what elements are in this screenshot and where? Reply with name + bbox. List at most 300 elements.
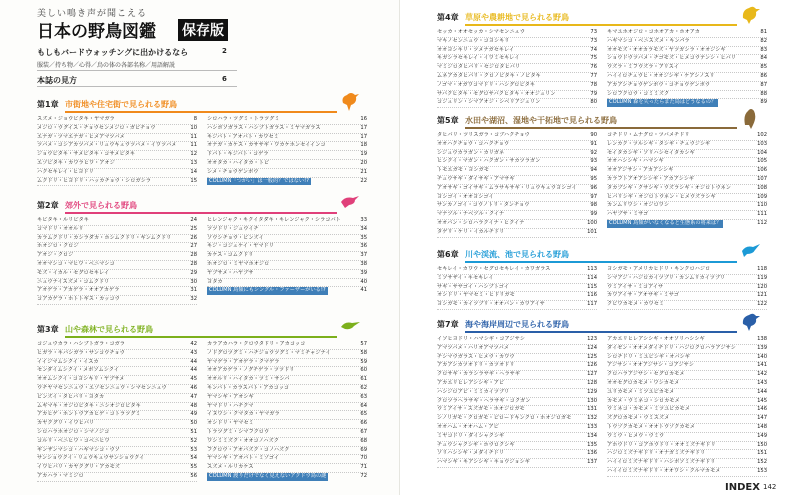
entry-page: 49 <box>190 411 197 418</box>
toc-entry[interactable] <box>37 151 197 160</box>
toc-entry[interactable] <box>437 47 597 56</box>
entry-title: アカアシチョウゲンボウ・コチョウゲンボウ <box>607 81 710 88</box>
toc-entry[interactable] <box>607 150 767 159</box>
toc-entry[interactable] <box>607 336 767 345</box>
entry-page: 132 <box>587 415 597 422</box>
toc-entry[interactable] <box>207 279 367 288</box>
entry-title: コジュリン・シマアオジ・シベリアジュリン <box>437 99 541 106</box>
toc-entry[interactable] <box>437 220 597 229</box>
entry-page: 42 <box>190 341 197 347</box>
toc-entry[interactable] <box>207 125 367 134</box>
entry-page: 44 <box>190 358 197 365</box>
toc-entry[interactable] <box>607 459 767 468</box>
toc-entry[interactable] <box>37 235 197 244</box>
toc-entry[interactable] <box>437 371 597 380</box>
entry-page: 130 <box>587 397 597 404</box>
toc-entry[interactable] <box>37 473 197 482</box>
entry-page: 90 <box>590 132 597 138</box>
entry-title: アカエリヒレアシシギ・オオソリハシシギ <box>607 336 705 342</box>
entry-page: 89 <box>760 99 767 106</box>
toc-entry[interactable] <box>437 229 597 238</box>
toc-entry[interactable] <box>607 415 767 424</box>
toc-entry[interactable] <box>437 82 597 91</box>
toc-entry[interactable] <box>37 359 197 368</box>
chapter-column-left <box>437 132 597 238</box>
toc-entry[interactable] <box>607 371 767 380</box>
entry-title: COLUMN「つがい」は一般的？ではない!? <box>209 177 309 184</box>
entry-page: 71 <box>360 464 367 471</box>
chapter-column-left <box>37 116 197 186</box>
toc-entry[interactable] <box>37 261 197 270</box>
entry-title: アカエリヒレアシシギ・アビ <box>437 379 505 386</box>
toc-entry[interactable] <box>437 141 597 150</box>
toc-entry[interactable] <box>607 345 767 354</box>
entry-title: カンムリワシ・オジロワシ <box>607 202 670 209</box>
toc-entry[interactable] <box>607 398 767 407</box>
toc-entry[interactable] <box>207 403 367 412</box>
entry-page: 121 <box>757 292 767 299</box>
toc-entry[interactable] <box>607 424 767 433</box>
entry-page: 104 <box>757 149 767 156</box>
entry-page: 101 <box>587 228 597 235</box>
toc-entry[interactable] <box>37 376 197 385</box>
chapter-rule <box>465 127 737 129</box>
toc-entry[interactable] <box>207 455 367 464</box>
toc-entry[interactable] <box>37 341 197 350</box>
entry-page: 38 <box>360 260 367 267</box>
toc-entry[interactable] <box>437 55 597 64</box>
chapter-number: 第4章 <box>437 13 459 22</box>
toc-entry[interactable] <box>437 266 597 275</box>
entry-title: マキノセンニュウ・コヨシキリ <box>437 37 510 44</box>
chapter-rule <box>465 331 737 333</box>
toc-entry[interactable] <box>207 270 367 279</box>
toc-entry[interactable] <box>37 438 197 447</box>
toc-entry[interactable] <box>207 341 367 350</box>
toc-entry[interactable] <box>37 226 197 235</box>
entry-page: 150 <box>757 441 767 448</box>
toc-entry[interactable] <box>607 132 767 141</box>
toc-entry[interactable] <box>37 411 197 420</box>
entry-page: 19 <box>360 151 367 158</box>
entry-title: カケス・コムクドリ <box>207 252 254 259</box>
toc-entry[interactable] <box>207 420 367 429</box>
toc-entry[interactable] <box>207 243 367 252</box>
toc-entry[interactable] <box>37 420 197 429</box>
entry-page: 81 <box>760 29 767 35</box>
toc-entry[interactable] <box>437 64 597 73</box>
column-entry[interactable] <box>207 473 367 481</box>
entry-title: クロハラアジサシ・セグロカモメ <box>607 371 685 378</box>
toc-entry[interactable] <box>607 211 767 220</box>
entry-page: 80 <box>590 99 597 106</box>
bird-silhouette-icon <box>739 309 763 333</box>
chapter-header <box>37 198 367 214</box>
toc-entry[interactable] <box>437 99 597 108</box>
entry-title: オシドリ・ヤマセミ <box>207 420 254 427</box>
toc-entry[interactable] <box>607 275 767 284</box>
toc-entry[interactable] <box>207 169 367 178</box>
toc-entry[interactable] <box>37 134 197 143</box>
entry-title: ニュウナイスズメ・コムクドリ <box>37 278 110 285</box>
entry-title: シロチドリ・ミユビシギ・オバシギ <box>607 353 690 360</box>
entry-title: イイジマムシクイ・イスカ <box>37 358 99 365</box>
toc-entry[interactable] <box>37 169 197 178</box>
entry-title: ハシジロアビ・ミミカイツブリ <box>437 388 510 395</box>
bird-silhouette-icon <box>739 2 763 26</box>
toc-entry[interactable] <box>37 270 197 279</box>
toc-entry[interactable] <box>607 64 767 73</box>
toc-entry[interactable] <box>207 151 367 160</box>
toc-entry[interactable] <box>607 362 767 371</box>
entry-page: 122 <box>757 301 767 308</box>
toc-entry[interactable] <box>437 91 597 100</box>
entry-page: 21 <box>360 168 367 175</box>
entry-title: ショウドウツバメ・チゴモズ・ヒメコウテンシ・ヒバリ <box>607 55 736 62</box>
entry-page: 59 <box>360 358 367 365</box>
toc-entry[interactable] <box>437 185 597 194</box>
entry-title: フクロウ・アオバズク・コノハズク <box>207 446 290 453</box>
entry-title: ウミウ・ヒメウ・ウミウ <box>607 432 665 439</box>
entry-title: COLUMN 鳥類にもシングル・ファーザーがいる!? <box>209 287 326 294</box>
entry-title: ドバト・キジバト・コゲラ <box>207 151 269 158</box>
entry-page: 109 <box>757 193 767 200</box>
entry-page: 22 <box>360 177 367 184</box>
entry-title: タカブシギ・クサシギ・ウズラシギ・オジロトウネン <box>607 184 731 191</box>
entry-title: クロサギ・カラシラサギ・ヘラサギ <box>437 371 521 378</box>
toc-entry[interactable] <box>207 438 367 447</box>
toc-entry[interactable] <box>437 406 597 415</box>
entry-page: 12 <box>190 151 197 158</box>
entry-title: ヤマシギ・アオシギ <box>207 393 254 400</box>
toc-entry[interactable] <box>437 29 597 38</box>
toc-entry[interactable] <box>437 150 597 159</box>
toc-entry[interactable] <box>607 450 767 459</box>
entry-title: ミヤコドリ・ダイシャクシギ <box>437 432 505 439</box>
entry-title: ノドグロツグミ・ハチジョウツグミ・マミチャジナイ <box>207 349 331 356</box>
chapter-column-left <box>437 266 597 310</box>
entry-title: オシドリ・ヤマセミ・ヒドリガモ <box>437 292 515 299</box>
toc-entry[interactable] <box>207 160 367 169</box>
chapter-header <box>437 113 767 129</box>
toc-entry[interactable] <box>437 345 597 354</box>
toc-entry[interactable] <box>437 336 597 345</box>
entry-title: スズメ・ルリカケス <box>207 464 254 471</box>
toc-entry[interactable] <box>207 385 367 394</box>
chapter-rule <box>465 24 737 26</box>
toc-entry[interactable] <box>37 252 197 261</box>
entry-page: 126 <box>587 362 597 369</box>
toc-entry[interactable] <box>607 284 767 293</box>
chapter-header <box>437 10 767 26</box>
toc-entry[interactable] <box>607 29 767 38</box>
entry-page: 52 <box>190 437 197 444</box>
toc-entry[interactable] <box>37 296 197 305</box>
toc-entry[interactable] <box>607 433 767 442</box>
entry-page: 56 <box>190 472 197 479</box>
entry-page: 136 <box>587 450 597 457</box>
entry-title: オオムシクイ・コヨシキリ・ヤブサメ <box>37 376 125 383</box>
page-title: 日本の野鳥図鑑 <box>37 22 156 42</box>
entry-title: ウズラ・ミフウズラ・アリスイ <box>607 64 679 71</box>
entry-title: センダイムシクイ・メボソムシクイ <box>37 367 119 374</box>
toc-entry[interactable] <box>37 142 197 151</box>
entry-page: 68 <box>360 437 367 444</box>
entry-page: 151 <box>757 450 767 457</box>
entry-page: 74 <box>590 46 597 53</box>
toc-entry[interactable] <box>207 134 367 143</box>
entry-page: 105 <box>757 158 767 165</box>
entry-title: ジョウビタキ・サメビタキ・コサメビタキ <box>37 151 136 158</box>
toc-entry[interactable] <box>207 217 367 226</box>
toc-entry[interactable] <box>207 252 367 261</box>
entry-title: オオアジサシ・アカアシシギ <box>607 167 674 174</box>
toc-entry[interactable] <box>437 158 597 167</box>
entry-page: 134 <box>587 432 597 439</box>
toc-entry[interactable] <box>437 73 597 82</box>
toc-entry[interactable] <box>207 376 367 385</box>
entry-title: キンバト・カラスバト・アカコッコ <box>207 384 290 391</box>
chapter-title: 郊外で見られる野鳥 <box>65 201 137 210</box>
entry-title: ヤマゲラ・アオゲラ・クマゲラ <box>207 358 280 365</box>
toc-entry[interactable] <box>37 243 197 252</box>
entry-page: 17 <box>360 133 367 140</box>
toc-entry[interactable] <box>437 284 597 293</box>
toc-entry[interactable] <box>37 403 197 412</box>
toc-entry[interactable] <box>607 176 767 185</box>
entry-title: コジュウカラ・ハシブトガラ・コガラ <box>37 341 125 347</box>
chapter-header <box>437 317 767 333</box>
toc-entry[interactable] <box>37 429 197 438</box>
toc-entry[interactable] <box>607 141 767 150</box>
toc-entry[interactable] <box>607 354 767 363</box>
entry-page: 107 <box>757 175 767 182</box>
toc-entry[interactable] <box>607 292 767 301</box>
toc-entry[interactable] <box>437 38 597 47</box>
toc-entry[interactable] <box>37 125 197 134</box>
entry-title: チュウサギ・ダイサギ・アマサギ <box>437 175 515 182</box>
entry-title: ワシミミズク・オオコノハズク <box>207 437 279 444</box>
entry-page: 125 <box>587 353 597 360</box>
entry-page: 58 <box>360 349 367 356</box>
column-entry[interactable] <box>607 220 767 228</box>
entry-page: 27 <box>190 243 197 250</box>
toc-entry[interactable] <box>37 447 197 456</box>
entry-page: 54 <box>190 455 197 462</box>
toc-entry[interactable] <box>437 132 597 141</box>
entry-title: カワアイサ・アオサギ・ミサゴ <box>607 292 679 299</box>
edition-badge: 保存版 <box>178 19 228 41</box>
toc-entry[interactable] <box>437 362 597 371</box>
entry-title: ウミネコ・カモメ・ミツユビカモメ <box>607 406 690 413</box>
entry-title: カラムクドリ・カシラダカ・ホシムクドリ・ギンムクドリ <box>37 234 172 241</box>
entry-page: 50 <box>190 420 197 427</box>
entry-page: 15 <box>190 177 197 184</box>
entry-title: アカアシカツオドリ・カツオドリ <box>437 362 515 369</box>
toc-entry[interactable] <box>607 38 767 47</box>
entry-page: 61 <box>360 376 367 383</box>
toc-entry[interactable] <box>37 464 197 473</box>
toc-entry[interactable] <box>37 455 197 464</box>
entry-title: ヒシクイ・マガン・ハクガン・サカツラガン <box>437 158 541 165</box>
column-entry[interactable] <box>207 287 367 295</box>
entry-page: 119 <box>757 274 767 281</box>
entry-page: 111 <box>757 211 767 218</box>
entry-page: 112 <box>757 219 767 226</box>
toc-entry[interactable] <box>607 266 767 275</box>
entry-page: 94 <box>590 167 597 174</box>
toc-entry[interactable] <box>207 235 367 244</box>
toc-entry[interactable] <box>37 367 197 376</box>
toc-entry[interactable] <box>437 415 597 424</box>
entry-page: 43 <box>190 349 197 356</box>
toc-entry[interactable] <box>607 442 767 451</box>
entry-page: 28 <box>190 260 197 267</box>
entry-title: トモエガモ・ヨシガモ <box>437 167 489 174</box>
entry-page: 67 <box>360 428 367 435</box>
toc-entry[interactable] <box>37 385 197 394</box>
entry-page: 144 <box>757 388 767 395</box>
toc-entry[interactable] <box>207 116 367 125</box>
toc-entry[interactable] <box>437 433 597 442</box>
entry-page: 95 <box>590 175 597 182</box>
toc-entry[interactable] <box>37 217 197 226</box>
entry-page: 72 <box>360 472 367 479</box>
toc-entry[interactable] <box>207 447 367 456</box>
entry-title: ヒレンジャク・キクイタダキ・キレンジャク・シラコバト <box>207 217 341 223</box>
toc-entry[interactable] <box>607 158 767 167</box>
entry-page: 139 <box>757 344 767 351</box>
entry-page: 149 <box>757 432 767 439</box>
toc-entry[interactable] <box>207 261 367 270</box>
toc-entry[interactable] <box>437 380 597 389</box>
toc-entry[interactable] <box>37 178 197 187</box>
intro-line <box>37 47 227 58</box>
toc-entry[interactable] <box>207 464 367 473</box>
entry-title: ウミアイサ・ミコアイサ <box>607 283 664 290</box>
toc-entry[interactable] <box>437 202 597 211</box>
chapter-column-right <box>207 217 367 295</box>
howto-page: 6 <box>222 75 227 83</box>
toc-entry[interactable] <box>37 160 197 169</box>
toc-entry[interactable] <box>437 176 597 185</box>
toc-entry[interactable] <box>607 194 767 203</box>
toc-entry[interactable] <box>437 354 597 363</box>
entry-title: ハヤブサ・ミサゴ <box>607 211 649 218</box>
entry-page: 99 <box>590 211 597 218</box>
toc-entry[interactable] <box>437 442 597 451</box>
entry-title: キマユホオジロ・コホオアカ・ホオアカ <box>607 29 700 35</box>
entry-title: イワヒバリ・カヤクグリ・アカモズ <box>37 464 120 471</box>
toc-entry[interactable] <box>607 82 767 91</box>
toc-entry[interactable] <box>607 47 767 56</box>
toc-entry[interactable] <box>607 91 767 100</box>
entry-page: 70 <box>360 455 367 462</box>
entry-page: 114 <box>587 274 597 281</box>
toc-entry[interactable] <box>437 459 597 468</box>
entry-page: 39 <box>360 269 367 276</box>
entry-title: マナヅル・ナベヅル・クイナ <box>437 211 505 218</box>
toc-entry[interactable] <box>437 450 597 459</box>
toc-entry[interactable] <box>207 429 367 438</box>
toc-entry[interactable] <box>607 389 767 398</box>
toc-entry[interactable] <box>37 279 197 288</box>
entry-page: 110 <box>757 202 767 209</box>
chapter-title: 市街地や住宅街で見られる野鳥 <box>65 100 177 109</box>
toc-entry[interactable] <box>437 292 597 301</box>
toc-entry[interactable] <box>37 394 197 403</box>
toc-entry[interactable] <box>207 394 367 403</box>
toc-entry[interactable] <box>437 211 597 220</box>
toc-entry[interactable] <box>437 194 597 203</box>
chapter-column-left <box>37 341 197 482</box>
entry-title: アカハラ・マミジロ <box>37 472 84 479</box>
entry-page: 117 <box>587 301 597 308</box>
toc-entry[interactable] <box>207 359 367 368</box>
entry-title: スズメ・ジョウビタキ・ヤマガラ <box>37 116 115 122</box>
toc-entry[interactable] <box>207 142 367 151</box>
entry-title: セッカ・オオセッカ・シマセンニュウ <box>437 29 525 35</box>
toc-entry[interactable] <box>607 406 767 415</box>
entry-title: トウゾクカモメ・オオトウゾクカモメ <box>607 423 695 430</box>
entry-page: 62 <box>360 384 367 391</box>
entry-title: ムネアカタヒバリ・クロノビタキ・ノビタキ <box>437 72 541 79</box>
toc-entry[interactable] <box>607 468 767 477</box>
toc-entry[interactable] <box>207 411 367 420</box>
toc-entry[interactable] <box>437 424 597 433</box>
entry-page: 124 <box>587 344 597 351</box>
entry-title: サギ・ササゴイ・ハシブトゴイ <box>437 283 509 290</box>
entry-title: キビタキ・ルリビタキ <box>37 217 89 223</box>
chapter-header <box>37 322 367 338</box>
entry-title: ズグロカモメ・ウミスズメ <box>607 415 670 422</box>
toc-entry[interactable] <box>607 55 767 64</box>
toc-entry[interactable] <box>437 389 597 398</box>
entry-title: オオハシシギ・ハマシギ <box>607 158 664 165</box>
entry-title: コアカゲラ・ホトトギス・カッコウ <box>37 296 120 303</box>
toc-entry[interactable] <box>607 202 767 211</box>
entry-page: 14 <box>190 168 197 175</box>
toc-entry[interactable] <box>437 398 597 407</box>
column-entry[interactable] <box>207 178 367 186</box>
toc-entry[interactable] <box>437 167 597 176</box>
toc-entry[interactable] <box>37 116 197 125</box>
toc-entry[interactable] <box>437 301 597 310</box>
toc-entry[interactable] <box>607 167 767 176</box>
toc-entry[interactable] <box>607 380 767 389</box>
toc-entry[interactable] <box>207 367 367 376</box>
entry-title: ヤマシギ・アオバト・ミゾゴイ <box>207 455 280 462</box>
toc-entry[interactable] <box>607 73 767 82</box>
entry-title: オオハム・オオハム・アビ <box>437 423 499 430</box>
entry-title: ホオジロ・ミヤマホオジロ <box>207 260 270 267</box>
chapter-column-right <box>607 266 767 310</box>
entry-title: アホウドリ・コアホウドリ・オオミズナギドリ <box>607 441 716 448</box>
toc-entry[interactable] <box>437 275 597 284</box>
toc-entry[interactable] <box>207 350 367 359</box>
entry-title: オオセグロカモメ・ワシカモメ <box>607 379 680 386</box>
entry-page: 11 <box>190 133 197 140</box>
entry-title: レンカク・ツルシギ・タシギ・チュウジシギ <box>607 140 711 147</box>
entry-page: 53 <box>190 446 197 453</box>
toc-entry[interactable] <box>37 350 197 359</box>
chapter-rule <box>65 336 337 338</box>
entry-title: カラアカハラ・クロウタドリ・アカコッコ <box>207 341 306 347</box>
toc-entry[interactable] <box>207 226 367 235</box>
toc-entry[interactable] <box>37 287 197 296</box>
entry-title: サバクヒタキ・セグロサバクヒタキ・オオジュリン <box>437 90 556 97</box>
toc-entry[interactable] <box>607 185 767 194</box>
